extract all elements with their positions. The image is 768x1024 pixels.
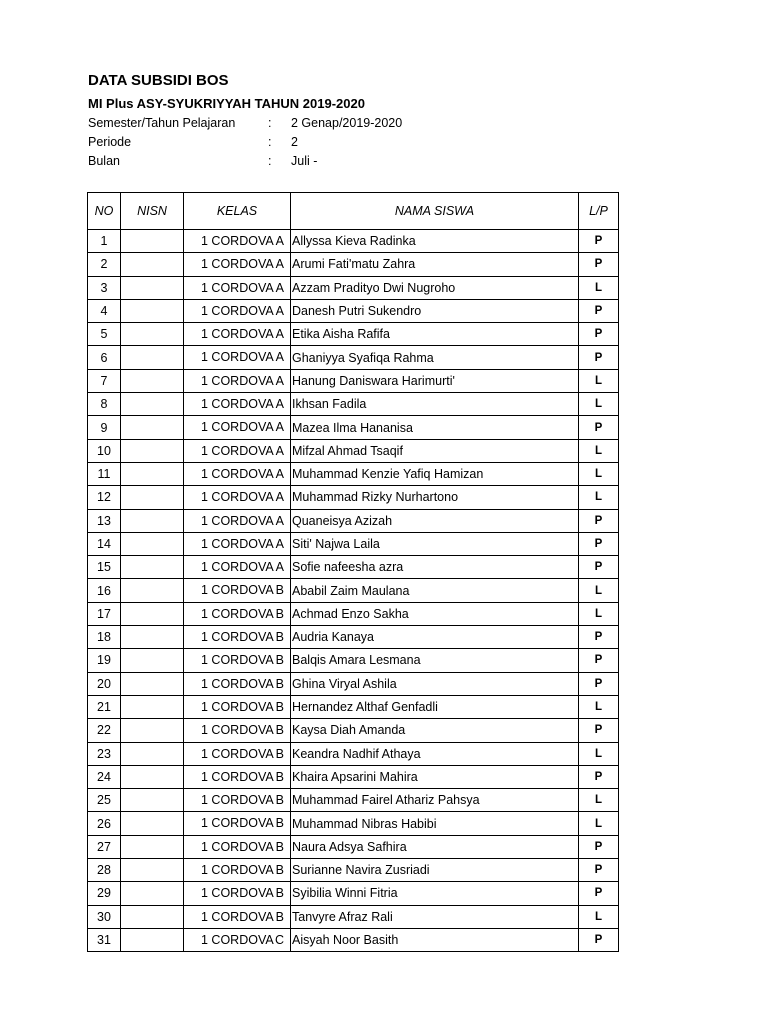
table-row — [88, 812, 619, 835]
cell-nisn — [121, 602, 184, 625]
cell-nama-siswa: Ghina Viryal Ashila — [291, 672, 579, 695]
kelas-section: A — [275, 303, 284, 318]
table-row — [88, 230, 619, 253]
cell-nisn — [121, 765, 184, 788]
kelas-section: A — [275, 373, 284, 388]
meta-value: 2 — [291, 135, 298, 149]
meta-colon: : — [268, 116, 272, 130]
cell-nama-siswa: Siti' Najwa Laila — [291, 532, 579, 555]
table-row — [88, 905, 619, 928]
cell-no: 18 — [88, 626, 121, 649]
meta-label: Periode — [88, 135, 132, 149]
table-row — [88, 602, 619, 625]
cell-nisn — [121, 369, 184, 392]
table-row — [88, 346, 619, 369]
kelas-name: 1 CORDOVA — [201, 583, 274, 598]
cell-lp: L — [579, 462, 619, 485]
cell-nama-siswa: Muhammad Nibras Habibi — [291, 812, 579, 835]
cell-lp: L — [579, 579, 619, 602]
cell-no: 30 — [88, 905, 121, 928]
cell-lp: P — [579, 230, 619, 253]
table-row — [88, 323, 619, 346]
cell-nama-siswa: Kaysa Diah Amanda — [291, 719, 579, 742]
cell-nisn — [121, 579, 184, 602]
cell-no: 28 — [88, 859, 121, 882]
cell-lp: L — [579, 369, 619, 392]
cell-nisn — [121, 299, 184, 322]
cell-lp: L — [579, 602, 619, 625]
kelas-section: A — [275, 420, 284, 435]
meta-value: Juli - — [291, 154, 318, 168]
cell-nama-siswa: Tanvyre Afraz Rali — [291, 905, 579, 928]
table-row — [88, 719, 619, 742]
kelas-name: 1 CORDOVA — [201, 769, 274, 784]
cell-nama-siswa: Keandra Nadhif Athaya — [291, 742, 579, 765]
cell-no: 23 — [88, 742, 121, 765]
cell-no: 20 — [88, 672, 121, 695]
cell-lp: L — [579, 276, 619, 299]
kelas-name: 1 CORDOVA — [201, 373, 274, 388]
kelas-name: 1 CORDOVA — [201, 676, 274, 691]
kelas-name: 1 CORDOVA — [201, 723, 274, 738]
meta-colon: : — [268, 154, 272, 168]
cell-kelas — [184, 579, 291, 602]
cell-nama-siswa: Muhammad Rizky Nurhartono — [291, 486, 579, 509]
kelas-section: B — [275, 863, 284, 878]
table-row — [88, 765, 619, 788]
cell-nisn — [121, 649, 184, 672]
kelas-name: 1 CORDOVA — [201, 420, 274, 435]
cell-no: 25 — [88, 789, 121, 812]
cell-lp: L — [579, 486, 619, 509]
cell-nisn — [121, 672, 184, 695]
kelas-name: 1 CORDOVA — [201, 699, 274, 714]
cell-nama-siswa: Ikhsan Fadila — [291, 393, 579, 416]
cell-nisn — [121, 905, 184, 928]
kelas-name: 1 CORDOVA — [201, 443, 274, 458]
student-table — [87, 192, 619, 952]
cell-lp: P — [579, 509, 619, 532]
table-row — [88, 439, 619, 462]
kelas-name: 1 CORDOVA — [201, 653, 274, 668]
table-row — [88, 253, 619, 276]
cell-nama-siswa: Azzam Pradityo Dwi Nugroho — [291, 276, 579, 299]
meta-row-periode — [88, 133, 688, 152]
cell-kelas — [184, 905, 291, 928]
cell-nisn — [121, 532, 184, 555]
kelas-name: 1 CORDOVA — [201, 257, 274, 272]
column-header-no: NO — [88, 193, 121, 230]
cell-kelas — [184, 299, 291, 322]
cell-no: 14 — [88, 532, 121, 555]
cell-kelas — [184, 626, 291, 649]
cell-nama-siswa: Danesh Putri Sukendro — [291, 299, 579, 322]
table-row — [88, 532, 619, 555]
cell-nisn — [121, 393, 184, 416]
cell-nisn — [121, 253, 184, 276]
cell-nisn — [121, 416, 184, 439]
meta-row-semester — [88, 114, 688, 133]
cell-kelas — [184, 416, 291, 439]
cell-no: 10 — [88, 439, 121, 462]
kelas-section: B — [275, 676, 284, 691]
kelas-name: 1 CORDOVA — [201, 536, 274, 551]
cell-nisn — [121, 742, 184, 765]
cell-lp: P — [579, 719, 619, 742]
cell-nama-siswa: Allyssa Kieva Radinka — [291, 230, 579, 253]
kelas-section: A — [275, 443, 284, 458]
kelas-section: A — [275, 327, 284, 342]
cell-no: 22 — [88, 719, 121, 742]
cell-lp: P — [579, 928, 619, 951]
cell-nama-siswa: Ababil Zaim Maulana — [291, 579, 579, 602]
cell-nama-siswa: Mifzal Ahmad Tsaqif — [291, 439, 579, 462]
kelas-section: B — [275, 816, 284, 831]
cell-kelas — [184, 882, 291, 905]
cell-kelas — [184, 439, 291, 462]
cell-nisn — [121, 509, 184, 532]
cell-lp: P — [579, 556, 619, 579]
cell-nisn — [121, 462, 184, 485]
table-row — [88, 509, 619, 532]
cell-kelas — [184, 509, 291, 532]
table-row — [88, 579, 619, 602]
kelas-name: 1 CORDOVA — [201, 909, 274, 924]
cell-kelas — [184, 742, 291, 765]
kelas-section: A — [275, 490, 284, 505]
column-header-kelas: KELAS — [184, 193, 291, 230]
cell-kelas — [184, 486, 291, 509]
cell-nisn — [121, 859, 184, 882]
cell-nisn — [121, 882, 184, 905]
cell-kelas — [184, 532, 291, 555]
cell-kelas — [184, 369, 291, 392]
cell-nisn — [121, 556, 184, 579]
kelas-section: B — [275, 746, 284, 761]
cell-no: 21 — [88, 695, 121, 718]
kelas-section: A — [275, 280, 284, 295]
kelas-name: 1 CORDOVA — [201, 327, 274, 342]
cell-no: 5 — [88, 323, 121, 346]
cell-nisn — [121, 695, 184, 718]
cell-nama-siswa: Audria Kanaya — [291, 626, 579, 649]
cell-lp: P — [579, 416, 619, 439]
kelas-name: 1 CORDOVA — [201, 793, 274, 808]
kelas-section: B — [275, 583, 284, 598]
kelas-name: 1 CORDOVA — [201, 397, 274, 412]
table-row — [88, 789, 619, 812]
table-row — [88, 835, 619, 858]
kelas-section: A — [275, 350, 284, 365]
kelas-section: A — [275, 513, 284, 528]
cell-lp: P — [579, 626, 619, 649]
table-row — [88, 556, 619, 579]
cell-nisn — [121, 626, 184, 649]
cell-no: 3 — [88, 276, 121, 299]
table-row — [88, 416, 619, 439]
cell-no: 26 — [88, 812, 121, 835]
cell-no: 11 — [88, 462, 121, 485]
kelas-name: 1 CORDOVA — [201, 932, 274, 947]
kelas-name: 1 CORDOVA — [201, 863, 274, 878]
cell-nama-siswa: Naura Adsya Safhira — [291, 835, 579, 858]
column-header-nama: NAMA SISWA — [291, 193, 579, 230]
cell-kelas — [184, 672, 291, 695]
cell-nisn — [121, 323, 184, 346]
cell-kelas — [184, 695, 291, 718]
cell-no: 17 — [88, 602, 121, 625]
kelas-name: 1 CORDOVA — [201, 746, 274, 761]
document-header — [88, 70, 688, 171]
cell-nama-siswa: Hernandez Althaf Genfadli — [291, 695, 579, 718]
kelas-section: A — [275, 234, 284, 248]
kelas-section: A — [275, 397, 284, 412]
kelas-name: 1 CORDOVA — [201, 490, 274, 505]
table-row — [88, 928, 619, 951]
kelas-name: 1 CORDOVA — [201, 560, 274, 575]
table-row — [88, 393, 619, 416]
cell-no: 13 — [88, 509, 121, 532]
cell-nisn — [121, 346, 184, 369]
cell-lp: P — [579, 532, 619, 555]
cell-nama-siswa: Quaneisya Azizah — [291, 509, 579, 532]
cell-no: 1 — [88, 230, 121, 253]
kelas-name: 1 CORDOVA — [201, 234, 274, 248]
cell-no: 27 — [88, 835, 121, 858]
cell-kelas — [184, 602, 291, 625]
cell-lp: L — [579, 695, 619, 718]
cell-no: 24 — [88, 765, 121, 788]
cell-nisn — [121, 719, 184, 742]
cell-kelas — [184, 276, 291, 299]
cell-nama-siswa: Arumi Fati'matu Zahra — [291, 253, 579, 276]
cell-lp: P — [579, 765, 619, 788]
cell-kelas — [184, 835, 291, 858]
cell-kelas — [184, 812, 291, 835]
cell-kelas — [184, 789, 291, 812]
cell-lp: P — [579, 299, 619, 322]
cell-lp: L — [579, 812, 619, 835]
table-row — [88, 462, 619, 485]
cell-nisn — [121, 439, 184, 462]
cell-nisn — [121, 812, 184, 835]
cell-nama-siswa: Etika Aisha Rafifa — [291, 323, 579, 346]
cell-kelas — [184, 346, 291, 369]
cell-kelas — [184, 928, 291, 951]
column-header-nisn: NISN — [121, 193, 184, 230]
cell-lp: L — [579, 905, 619, 928]
cell-lp: P — [579, 346, 619, 369]
cell-lp: L — [579, 742, 619, 765]
kelas-section: A — [275, 257, 284, 272]
cell-nama-siswa: Muhammad Kenzie Yafiq Hamizan — [291, 462, 579, 485]
cell-kelas — [184, 719, 291, 742]
cell-no: 29 — [88, 882, 121, 905]
cell-no: 2 — [88, 253, 121, 276]
cell-no: 7 — [88, 369, 121, 392]
cell-no: 9 — [88, 416, 121, 439]
kelas-section: C — [274, 932, 284, 947]
kelas-name: 1 CORDOVA — [201, 303, 274, 318]
cell-nama-siswa: Hanung Daniswara Harimurti' — [291, 369, 579, 392]
cell-nama-siswa: Aisyah Noor Basith — [291, 928, 579, 951]
table-header-row — [88, 193, 619, 230]
cell-no: 15 — [88, 556, 121, 579]
meta-row-bulan — [88, 152, 688, 171]
cell-lp: L — [579, 439, 619, 462]
kelas-name: 1 CORDOVA — [201, 280, 274, 295]
kelas-name: 1 CORDOVA — [201, 816, 274, 831]
table-row — [88, 276, 619, 299]
cell-kelas — [184, 765, 291, 788]
table-row — [88, 486, 619, 509]
table-row — [88, 742, 619, 765]
cell-lp: P — [579, 672, 619, 695]
cell-lp: L — [579, 393, 619, 416]
cell-no: 12 — [88, 486, 121, 509]
column-header-lp: L/P — [579, 193, 619, 230]
kelas-name: 1 CORDOVA — [201, 886, 274, 901]
cell-lp: P — [579, 253, 619, 276]
table-row — [88, 882, 619, 905]
kelas-section: B — [275, 606, 284, 621]
document-subtitle: MI Plus ASY-SYUKRIYYAH TAHUN 2019-2020 — [88, 96, 365, 111]
kelas-section: B — [275, 909, 284, 924]
kelas-name: 1 CORDOVA — [201, 606, 274, 621]
kelas-section: B — [275, 630, 284, 645]
kelas-section: A — [275, 466, 284, 481]
cell-lp: P — [579, 882, 619, 905]
table-row — [88, 369, 619, 392]
meta-label: Bulan — [88, 154, 120, 168]
kelas-section: A — [275, 536, 284, 551]
cell-nisn — [121, 486, 184, 509]
cell-kelas — [184, 556, 291, 579]
cell-kelas — [184, 230, 291, 253]
cell-nama-siswa: Mazea Ilma Hananisa — [291, 416, 579, 439]
table-row — [88, 695, 619, 718]
kelas-name: 1 CORDOVA — [201, 839, 274, 854]
table-row — [88, 299, 619, 322]
cell-nama-siswa: Khaira Apsarini Mahira — [291, 765, 579, 788]
table-row — [88, 649, 619, 672]
cell-nama-siswa: Sofie nafeesha azra — [291, 556, 579, 579]
cell-nisn — [121, 230, 184, 253]
cell-lp: P — [579, 649, 619, 672]
table-row — [88, 626, 619, 649]
cell-nama-siswa: Surianne Navira Zusriadi — [291, 859, 579, 882]
kelas-section: B — [275, 723, 284, 738]
cell-lp: P — [579, 859, 619, 882]
kelas-name: 1 CORDOVA — [201, 350, 274, 365]
table-body — [88, 230, 619, 952]
cell-kelas — [184, 393, 291, 416]
kelas-name: 1 CORDOVA — [201, 513, 274, 528]
cell-no: 6 — [88, 346, 121, 369]
cell-no: 8 — [88, 393, 121, 416]
cell-no: 4 — [88, 299, 121, 322]
kelas-section: B — [275, 839, 284, 854]
cell-kelas — [184, 323, 291, 346]
kelas-name: 1 CORDOVA — [201, 466, 274, 481]
kelas-section: A — [275, 560, 284, 575]
cell-nama-siswa: Achmad Enzo Sakha — [291, 602, 579, 625]
cell-nisn — [121, 789, 184, 812]
cell-nama-siswa: Muhammad Fairel Athariz Pahsya — [291, 789, 579, 812]
cell-kelas — [184, 253, 291, 276]
cell-nisn — [121, 276, 184, 299]
table-row — [88, 672, 619, 695]
kelas-name: 1 CORDOVA — [201, 630, 274, 645]
cell-nisn — [121, 928, 184, 951]
cell-kelas — [184, 462, 291, 485]
meta-colon: : — [268, 135, 272, 149]
kelas-section: B — [275, 769, 284, 784]
cell-nisn — [121, 835, 184, 858]
kelas-section: B — [275, 886, 284, 901]
meta-value: 2 Genap/2019-2020 — [291, 116, 403, 130]
document-title: DATA SUBSIDI BOS — [88, 72, 229, 89]
cell-no: 16 — [88, 579, 121, 602]
cell-no: 19 — [88, 649, 121, 672]
cell-kelas — [184, 649, 291, 672]
cell-lp: P — [579, 835, 619, 858]
kelas-section: B — [275, 699, 284, 714]
meta-label: Semester/Tahun Pelajaran — [88, 116, 236, 130]
cell-lp: P — [579, 323, 619, 346]
cell-kelas — [184, 859, 291, 882]
table-row — [88, 859, 619, 882]
kelas-section: B — [275, 793, 284, 808]
cell-no: 31 — [88, 928, 121, 951]
cell-nama-siswa: Ghaniyya Syafiqa Rahma — [291, 346, 579, 369]
cell-nama-siswa: Balqis Amara Lesmana — [291, 649, 579, 672]
cell-nama-siswa: Syibilia Winni Fitria — [291, 882, 579, 905]
kelas-section: B — [275, 653, 284, 668]
cell-lp: L — [579, 789, 619, 812]
